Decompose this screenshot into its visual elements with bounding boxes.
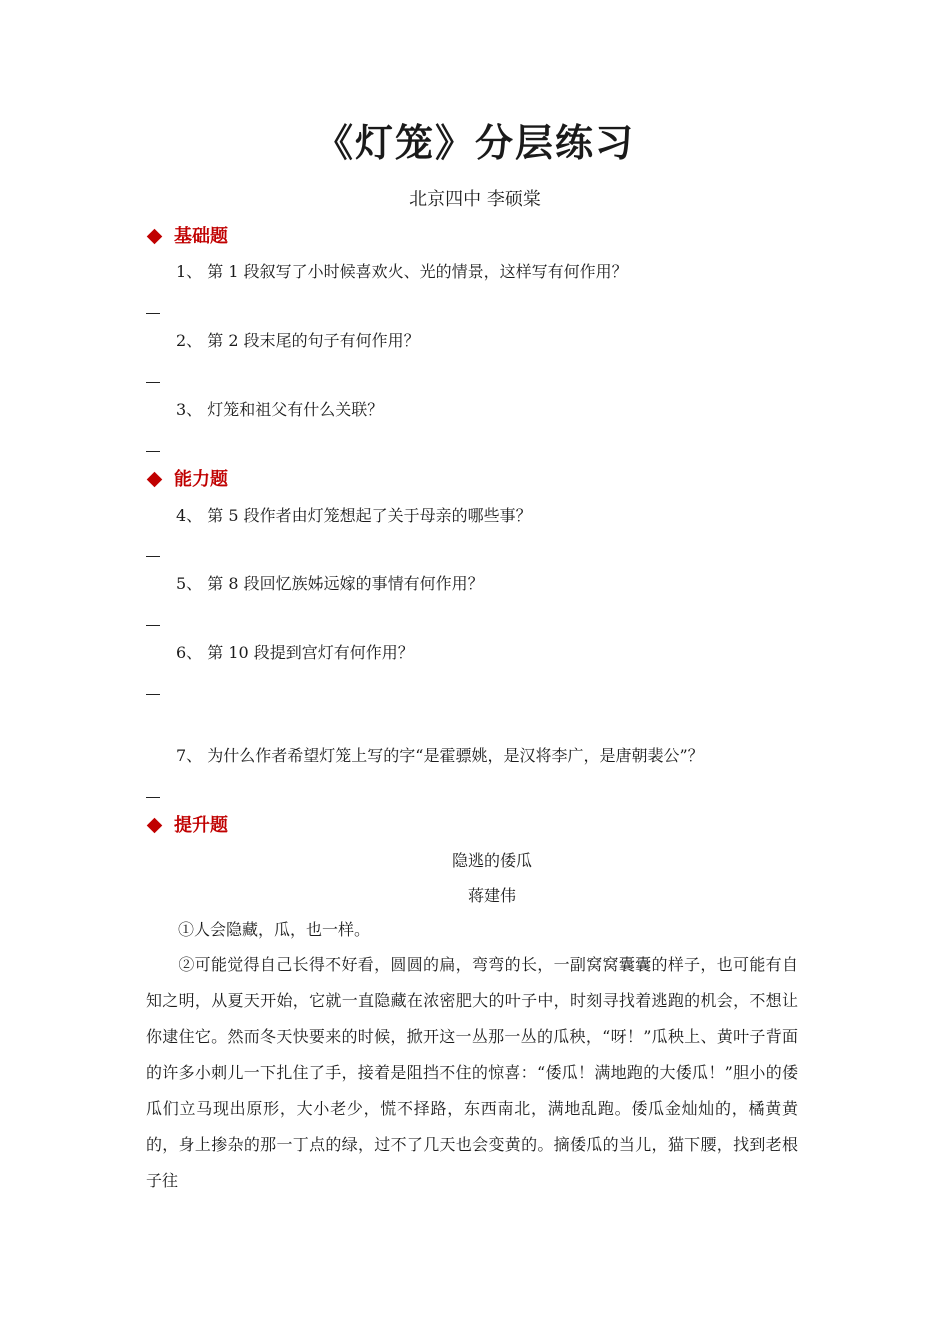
article-paragraph-2 [146, 947, 798, 1199]
answer-line [146, 797, 160, 798]
question-7: 7、 为什么作者希望灯笼上写的字“是霍骠姚，是汉将李广，是唐朝裴公”？ [176, 746, 704, 765]
article-author: 蒋建伟 [467, 886, 516, 905]
answer-line [146, 625, 160, 626]
question-5: 5、 第 8 段回忆族姊远嫁的事情有何作用？ [176, 574, 484, 593]
section-heading-label: 提升题 [174, 815, 228, 836]
answer-line [146, 313, 160, 314]
question-2: 2、 第 2 段末尾的句子有何作用？ [176, 331, 420, 350]
answer-line [146, 556, 160, 557]
section-heading-basic [146, 222, 228, 252]
section-heading-advanced [146, 811, 228, 841]
diamond-bullet-icon [147, 817, 163, 833]
page-title: 《灯笼》分层练习 [314, 120, 635, 165]
author-line: 北京四中 李硕棠 [409, 189, 541, 210]
paragraph-text: ①人会隐藏，瓜，也一样。 [178, 920, 371, 939]
answer-line [146, 382, 160, 383]
article-title: 隐逃的倭瓜 [451, 851, 532, 870]
article-paragraph-1 [146, 912, 798, 948]
section-heading-label: 能力题 [174, 469, 228, 490]
answer-line [146, 694, 160, 695]
question-4: 4、 第 5 段作者由灯笼想起了关于母亲的哪些事？ [176, 506, 532, 525]
question-3: 3、 灯笼和祖父有什么关联？ [176, 400, 384, 419]
question-1: 1、 第 1 段叙写了小时候喜欢火、光的情景，这样写有何作用？ [176, 262, 628, 281]
section-heading-ability [146, 465, 228, 495]
question-6: 6、 第 10 段提到宫灯有何作用？ [176, 643, 414, 662]
answer-line [146, 451, 160, 452]
paragraph-text: ②可能觉得自己长得不好看，圆圆的扁，弯弯的长，一副窝窝囊囊的样子，也可能有自知之明，从夏天开始，它就一直隐藏在浓密肥大的叶子中，时刻寻找着逃跑的机会，不想让你逮住它。然而冬天快要来的时候，掀开这一丛那一丛的瓜秧，“呀！”瓜秧上、黄叶子背面的许多小刺儿一下扎住了手，接着是阻挡不住的惊喜：“倭瓜！满地跑的大倭瓜！”胆小的倭瓜们立马现出原形，大小老少，慌不择路，东西南北，满地乱跑。倭瓜金灿灿的，橘黄黄的，身上掺杂的那一丁点的绿，过不了几天也会变黄的。摘倭瓜的当儿，猫下腰，找到老根子往 [146, 955, 798, 1190]
section-heading-label: 基础题 [174, 226, 228, 247]
diamond-bullet-icon [147, 471, 163, 487]
diamond-bullet-icon [147, 228, 163, 244]
